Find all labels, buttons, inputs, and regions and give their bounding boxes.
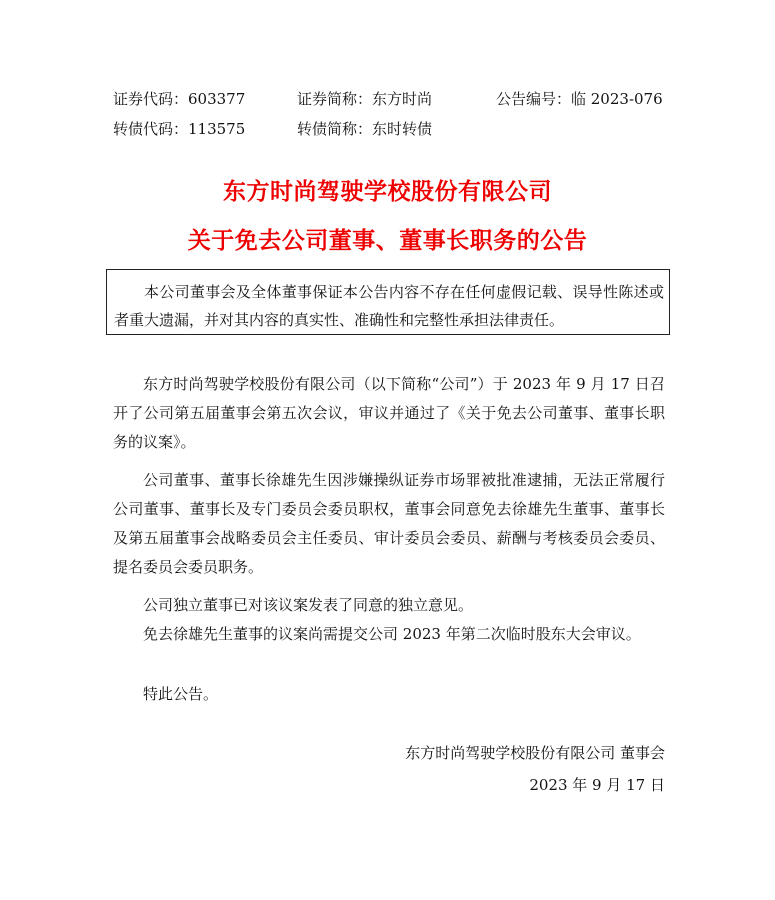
- stock-code: 证券代码：603377: [113, 90, 246, 108]
- bond-abbreviation: 转债简称：东时转债: [297, 120, 433, 138]
- body-paragraph-shareholder-meeting: 免去徐雄先生董事的议案尚需提交公司 2023 年第二次临时股东大会审议。: [143, 625, 641, 643]
- signature-issuer: 东方时尚驾驶学校股份有限公司 董事会: [405, 744, 665, 762]
- company-title: 东方时尚驾驶学校股份有限公司: [223, 178, 552, 205]
- body-paragraph-independent-opinion: 公司独立董事已对该议案发表了同意的独立意见。: [143, 596, 474, 614]
- body-paragraph-meeting: 东方时尚驾驶学校股份有限公司（以下简称“公司”）于 2023 年 9 月 17 日召开了公司第五届董事会第五次会议，审议并通过了《关于免去公司董事、董事长职务的议案》。: [113, 375, 665, 451]
- notice-number: 公告编号：临 2023-076: [496, 90, 663, 108]
- disclaimer-text: 本公司董事会及全体董事保证本公告内容不存在任何虚假记载、误导性陈述或者重大遗漏，并对其内容的真实性、准确性和完整性承担法律责任。: [114, 283, 664, 329]
- stock-abbreviation: 证券简称：东方时尚: [297, 90, 433, 108]
- body-paragraph-closing: 特此公告。: [143, 685, 219, 703]
- signature-date: 2023 年 9 月 17 日: [529, 776, 665, 794]
- body-paragraph-removal: 公司董事、董事长徐雄先生因涉嫌操纵证券市场罪被批准逮捕，无法正常履行公司董事、董事长及专门委员会委员职权，董事会同意免去徐雄先生董事、董事长及第五届董事会战略委员会主任委员、审计委员会委员、薪酬与考核委员会委员、提名委员会委员职务。: [113, 471, 665, 576]
- announcement-title: 关于免去公司董事、董事长职务的公告: [187, 227, 588, 254]
- bond-code: 转债代码：113575: [113, 120, 246, 138]
- disclaimer-box: [106, 269, 670, 335]
